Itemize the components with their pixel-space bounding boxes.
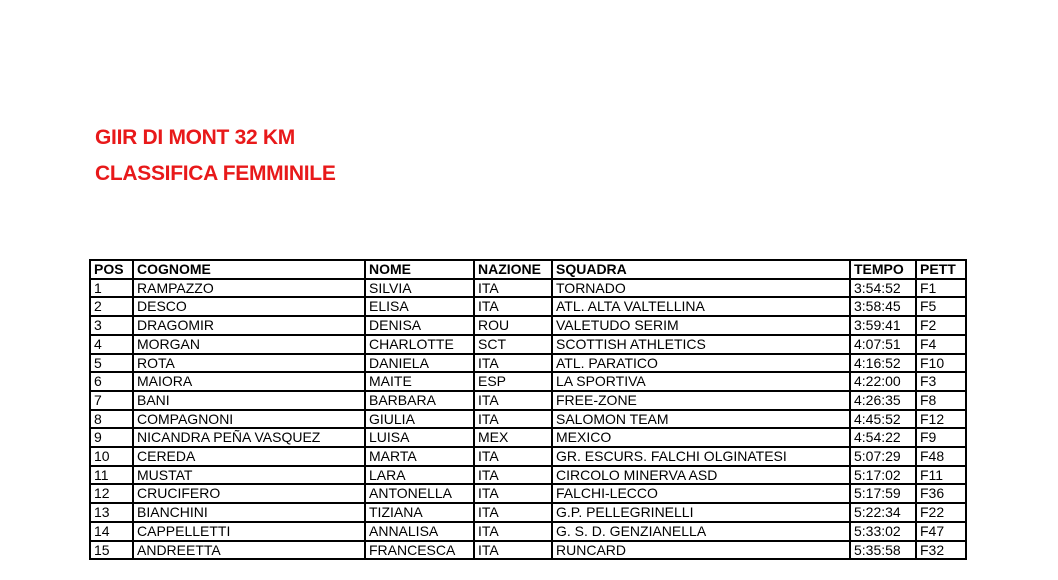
cell-squadra: FREE-ZONE xyxy=(552,391,850,410)
header-cognome: COGNOME xyxy=(133,260,365,279)
cell-cognome: RAMPAZZO xyxy=(133,279,365,298)
cell-pett: F5 xyxy=(916,297,966,316)
race-title: GIIR DI MONT 32 KM xyxy=(95,126,295,149)
cell-pett: F36 xyxy=(916,484,966,503)
header-squadra: SQUADRA xyxy=(552,260,850,279)
cell-cognome: ANDREETTA xyxy=(133,541,365,560)
header-nome: NOME xyxy=(365,260,474,279)
cell-cognome: BIANCHINI xyxy=(133,503,365,522)
cell-squadra: TORNADO xyxy=(552,279,850,298)
cell-squadra: ATL. ALTA VALTELLINA xyxy=(552,297,850,316)
cell-squadra: VALETUDO SERIM xyxy=(552,316,850,335)
cell-nazione: ITA xyxy=(474,297,552,316)
cell-pos: 13 xyxy=(90,503,133,522)
table-row xyxy=(90,335,966,354)
cell-pett: F22 xyxy=(916,503,966,522)
cell-pos: 8 xyxy=(90,410,133,429)
results-body xyxy=(90,279,966,560)
cell-nome: ANNALISA xyxy=(365,522,474,541)
header-nazione: NAZIONE xyxy=(474,260,552,279)
cell-nome: MARTA xyxy=(365,447,474,466)
cell-pos: 1 xyxy=(90,279,133,298)
table-row xyxy=(90,354,966,373)
table-row xyxy=(90,466,966,485)
cell-tempo: 5:17:59 xyxy=(850,484,916,503)
cell-pos: 10 xyxy=(90,447,133,466)
cell-pett: F9 xyxy=(916,428,966,447)
cell-pett: F10 xyxy=(916,354,966,373)
cell-pett: F8 xyxy=(916,391,966,410)
cell-pos: 7 xyxy=(90,391,133,410)
cell-nazione: MEX xyxy=(474,428,552,447)
cell-tempo: 3:58:45 xyxy=(850,297,916,316)
cell-nome: SILVIA xyxy=(365,279,474,298)
table-row xyxy=(90,522,966,541)
cell-squadra: FALCHI-LECCO xyxy=(552,484,850,503)
table-row xyxy=(90,541,966,560)
table-row xyxy=(90,279,966,298)
cell-cognome: DRAGOMIR xyxy=(133,316,365,335)
cell-nazione: ITA xyxy=(474,447,552,466)
table-row xyxy=(90,484,966,503)
cell-nome: LUISA xyxy=(365,428,474,447)
cell-tempo: 4:54:22 xyxy=(850,428,916,447)
cell-squadra: CIRCOLO MINERVA ASD xyxy=(552,466,850,485)
cell-pett: F11 xyxy=(916,466,966,485)
cell-nazione: ROU xyxy=(474,316,552,335)
cell-pos: 15 xyxy=(90,541,133,560)
cell-pett: F32 xyxy=(916,541,966,560)
header-pett: PETT xyxy=(916,260,966,279)
cell-tempo: 5:17:02 xyxy=(850,466,916,485)
cell-pos: 4 xyxy=(90,335,133,354)
cell-nome: ANTONELLA xyxy=(365,484,474,503)
results-table xyxy=(89,259,967,560)
cell-squadra: MEXICO xyxy=(552,428,850,447)
table-row xyxy=(90,410,966,429)
cell-nome: ELISA xyxy=(365,297,474,316)
cell-nome: CHARLOTTE xyxy=(365,335,474,354)
cell-squadra: G. S. D. GENZIANELLA xyxy=(552,522,850,541)
cell-pett: F47 xyxy=(916,522,966,541)
cell-pett: F4 xyxy=(916,335,966,354)
cell-pett: F2 xyxy=(916,316,966,335)
cell-cognome: COMPAGNONI xyxy=(133,410,365,429)
cell-squadra: ATL. PARATICO xyxy=(552,354,850,373)
cell-cognome: MAIORA xyxy=(133,372,365,391)
cell-pos: 5 xyxy=(90,354,133,373)
cell-pos: 2 xyxy=(90,297,133,316)
cell-tempo: 4:45:52 xyxy=(850,410,916,429)
cell-nazione: ITA xyxy=(474,354,552,373)
cell-nazione: ITA xyxy=(474,466,552,485)
table-row xyxy=(90,503,966,522)
cell-pos: 12 xyxy=(90,484,133,503)
cell-nazione: ITA xyxy=(474,503,552,522)
cell-nome: GIULIA xyxy=(365,410,474,429)
cell-pett: F12 xyxy=(916,410,966,429)
table-row xyxy=(90,297,966,316)
cell-pett: F48 xyxy=(916,447,966,466)
cell-tempo: 4:16:52 xyxy=(850,354,916,373)
cell-squadra: GR. ESCURS. FALCHI OLGINATESI xyxy=(552,447,850,466)
cell-nazione: ITA xyxy=(474,410,552,429)
cell-nazione: ESP xyxy=(474,372,552,391)
cell-tempo: 3:59:41 xyxy=(850,316,916,335)
cell-pos: 14 xyxy=(90,522,133,541)
cell-squadra: SCOTTISH ATHLETICS xyxy=(552,335,850,354)
cell-nome: LARA xyxy=(365,466,474,485)
cell-pett: F3 xyxy=(916,372,966,391)
cell-pos: 3 xyxy=(90,316,133,335)
cell-tempo: 5:35:58 xyxy=(850,541,916,560)
table-row xyxy=(90,447,966,466)
cell-tempo: 5:33:02 xyxy=(850,522,916,541)
cell-pett: F1 xyxy=(916,279,966,298)
cell-cognome: BANI xyxy=(133,391,365,410)
cell-cognome: DESCO xyxy=(133,297,365,316)
cell-nazione: ITA xyxy=(474,391,552,410)
cell-cognome: NICANDRA PEÑA VASQUEZ xyxy=(133,428,365,447)
cell-nazione: ITA xyxy=(474,522,552,541)
cell-nazione: ITA xyxy=(474,484,552,503)
cell-nazione: ITA xyxy=(474,541,552,560)
cell-pos: 6 xyxy=(90,372,133,391)
cell-squadra: SALOMON TEAM xyxy=(552,410,850,429)
cell-cognome: CRUCIFERO xyxy=(133,484,365,503)
cell-tempo: 4:22:00 xyxy=(850,372,916,391)
cell-nome: TIZIANA xyxy=(365,503,474,522)
cell-squadra: G.P. PELLEGRINELLI xyxy=(552,503,850,522)
cell-tempo: 4:26:35 xyxy=(850,391,916,410)
cell-tempo: 3:54:52 xyxy=(850,279,916,298)
cell-tempo: 4:07:51 xyxy=(850,335,916,354)
cell-pos: 11 xyxy=(90,466,133,485)
cell-cognome: ROTA xyxy=(133,354,365,373)
table-header-row xyxy=(90,260,966,279)
cell-cognome: MUSTAT xyxy=(133,466,365,485)
cell-pos: 9 xyxy=(90,428,133,447)
table-row xyxy=(90,428,966,447)
cell-nome: DENISA xyxy=(365,316,474,335)
cell-nome: MAITE xyxy=(365,372,474,391)
cell-tempo: 5:22:34 xyxy=(850,503,916,522)
cell-cognome: CEREDA xyxy=(133,447,365,466)
cell-nazione: SCT xyxy=(474,335,552,354)
cell-nome: DANIELA xyxy=(365,354,474,373)
cell-nome: BARBARA xyxy=(365,391,474,410)
cell-nome: FRANCESCA xyxy=(365,541,474,560)
table-row xyxy=(90,372,966,391)
cell-squadra: RUNCARD xyxy=(552,541,850,560)
cell-squadra: LA SPORTIVA xyxy=(552,372,850,391)
table-row xyxy=(90,316,966,335)
ranking-title: CLASSIFICA FEMMINILE xyxy=(95,162,336,185)
cell-tempo: 5:07:29 xyxy=(850,447,916,466)
header-pos: POS xyxy=(90,260,133,279)
cell-cognome: CAPPELLETTI xyxy=(133,522,365,541)
cell-cognome: MORGAN xyxy=(133,335,365,354)
table-row xyxy=(90,391,966,410)
header-tempo: TEMPO xyxy=(850,260,916,279)
cell-nazione: ITA xyxy=(474,279,552,298)
